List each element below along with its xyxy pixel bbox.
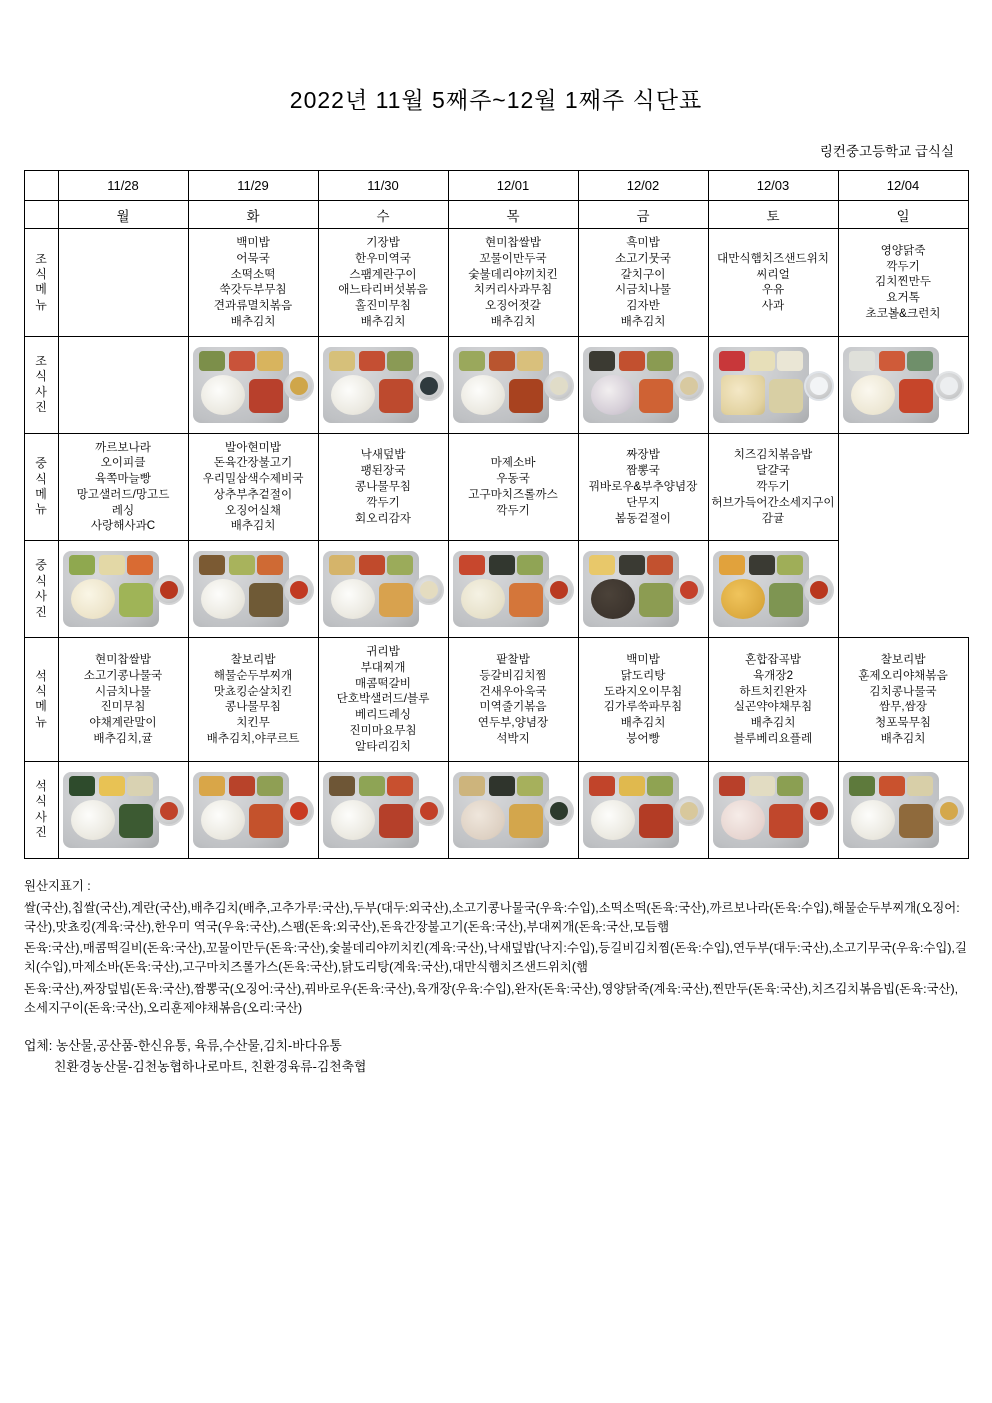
breakfast-menu-cell-4 — [578, 229, 708, 337]
menu-item: 현미찹쌀밥 — [485, 236, 541, 249]
row-label-char: 메 — [35, 282, 47, 297]
dinner-menu-cell-2 — [318, 638, 448, 761]
row-label-lunch-photo — [24, 541, 58, 638]
meal-photo — [841, 339, 966, 431]
food-tray-icon — [841, 341, 966, 429]
vendor-line-1: 업체: 농산물,공산품-한신유통, 육류,수산물,김치-바다유통 — [24, 1038, 342, 1054]
meal-photo — [711, 764, 836, 856]
meal-photo — [581, 543, 706, 635]
menu-item: 마제소바 — [490, 456, 536, 470]
menu-item: 쌈무,쌈장 — [878, 700, 928, 714]
menu-item: 야채계란말이 — [89, 716, 157, 730]
menu-item: 감귤 — [761, 511, 785, 525]
menu-item: 깍두기 — [886, 259, 920, 273]
food-tray-icon — [321, 545, 446, 633]
row-label-char: 진 — [35, 604, 47, 619]
menu-item: 실곤약야채무침 — [733, 700, 813, 714]
menu-item: 상추부추겉절이 — [213, 487, 293, 501]
menu-item: 알타리김치 — [355, 739, 411, 753]
dinner-menu-cell-1 — [188, 638, 318, 761]
lunch-photo-cell-1 — [188, 541, 318, 638]
row-label-dinner-photo — [24, 761, 58, 858]
weekday-header-0: 월 — [58, 201, 188, 229]
date-header-3: 12/01 — [448, 171, 578, 201]
menu-item: 진미무침 — [100, 700, 146, 714]
lunch-photo-cell-0 — [58, 541, 188, 638]
meal-photo — [191, 339, 316, 431]
row-label-char: 식 — [35, 471, 47, 486]
row-breakfast-menu — [24, 229, 968, 337]
breakfast-photo-cell-6 — [838, 336, 968, 433]
lunch-menu-cell-4 — [578, 433, 708, 541]
menu-item: 베리드레싱 — [355, 708, 411, 722]
menu-item: 레싱 — [111, 503, 135, 517]
menu-item: 배추김치 — [360, 314, 406, 328]
menu-item: 우유 — [761, 283, 785, 297]
row-label-char: 사 — [35, 809, 47, 824]
menu-item: 김가루쑥파무침 — [603, 700, 683, 714]
food-tray-icon — [711, 545, 836, 633]
date-header-1: 11/29 — [188, 171, 318, 201]
food-tray-icon — [191, 341, 316, 429]
menu-item: 대만식햄치즈샌드위치 — [717, 251, 829, 265]
date-header-5: 12/03 — [708, 171, 838, 201]
row-label-char: 메 — [35, 486, 47, 501]
row-label-char: 석 — [35, 668, 47, 683]
date-header-0: 11/28 — [58, 171, 188, 201]
menu-item: 블루베리요플레 — [733, 731, 813, 745]
dinner-photo-cell-0 — [58, 761, 188, 858]
row-breakfast-photo — [24, 336, 968, 433]
origin-heading: 원산지표기 : — [24, 878, 91, 893]
menu-item: 허브가득어간소세지구이 — [711, 495, 835, 509]
menu-item: 현미찹쌀밥 — [95, 653, 151, 667]
breakfast-photo-cell-0 — [58, 336, 188, 433]
lunch-menu-cell-3 — [448, 433, 578, 541]
menu-item: 치커리사과무침 — [473, 283, 553, 297]
menu-item: 팽된장국 — [360, 464, 406, 478]
menu-item: 꼬물이만두국 — [479, 251, 547, 265]
menu-item: 깍두기 — [496, 503, 530, 517]
menu-item: 달걀국 — [756, 464, 790, 478]
menu-item: 매콤떡갈비 — [355, 676, 411, 690]
menu-item: 시금치나물 — [615, 283, 671, 297]
meal-photo — [191, 543, 316, 635]
menu-item: 꿔바로우&부추양념장 — [588, 480, 698, 493]
menu-item: 발아현미밥 — [225, 440, 281, 454]
menu-item: 짬뽕국 — [626, 464, 660, 478]
corner-cell-2 — [24, 201, 58, 229]
menu-item: 육쪽마늘빵 — [95, 472, 151, 486]
meal-photo — [61, 543, 186, 635]
meal-photo — [191, 764, 316, 856]
menu-item: 봄동겉절이 — [615, 511, 671, 525]
row-label-breakfast-photo — [24, 336, 58, 433]
lunch-photo-cell-3 — [448, 541, 578, 638]
menu-item: 김치콩나물국 — [869, 684, 937, 698]
food-tray-icon — [451, 766, 576, 854]
dinner-photo-cell-2 — [318, 761, 448, 858]
meal-photo — [321, 543, 446, 635]
weekday-header-4: 금 — [578, 201, 708, 229]
menu-item: 연두부,양념장 — [477, 716, 549, 730]
lunch-menu-cell-2 — [318, 433, 448, 541]
menu-item: 청포묵무침 — [875, 716, 931, 730]
menu-item: 배추김치 — [750, 716, 796, 730]
weekday-header-2: 수 — [318, 201, 448, 229]
menu-item: 오징어젓갈 — [485, 299, 541, 313]
menu-item: 숯불데리야끼치킨 — [468, 267, 558, 281]
row-label-breakfast-menu — [24, 229, 58, 337]
breakfast-photo-cell-5 — [708, 336, 838, 433]
menu-item: 단무지 — [626, 495, 660, 509]
menu-item: 영양닭죽 — [880, 243, 926, 257]
dinner-menu-cell-4 — [578, 638, 708, 761]
breakfast-menu-cell-1 — [188, 229, 318, 337]
meal-photo — [581, 764, 706, 856]
menu-item: 찰보리밥 — [880, 653, 926, 667]
dinner-photo-cell-6 — [838, 761, 968, 858]
row-label-char: 진 — [35, 399, 47, 414]
breakfast-menu-cell-5 — [708, 229, 838, 337]
menu-item: 귀리밥 — [366, 645, 400, 659]
page-title: 2022년 11월 5째주~12월 1째주 식단표 — [289, 87, 703, 113]
menu-item: 배추김치 — [880, 731, 926, 745]
dinner-photo-cell-4 — [578, 761, 708, 858]
menu-item: 치킨무 — [236, 716, 270, 730]
menu-item: 우동국 — [496, 472, 530, 486]
row-label-char: 식 — [35, 684, 47, 698]
origin-notice — [24, 877, 968, 1019]
dinner-photo-cell-1 — [188, 761, 318, 858]
menu-item: 까르보나라 — [95, 440, 151, 454]
row-label-char: 중 — [35, 558, 47, 573]
date-header-6: 12/04 — [838, 171, 968, 201]
row-label-char: 식 — [35, 794, 47, 809]
weekday-header-3: 목 — [448, 201, 578, 229]
food-tray-icon — [711, 341, 836, 429]
menu-item: 한우미역국 — [355, 251, 411, 265]
menu-item: 등갈비김치찜 — [479, 668, 547, 682]
breakfast-photo-cell-4 — [578, 336, 708, 433]
menu-item: 망고샐러드/망고드 — [76, 487, 170, 501]
row-dinner-photo — [24, 761, 968, 858]
menu-item: 콩나물무침 — [225, 700, 281, 714]
row-lunch-photo — [24, 541, 968, 638]
menu-item: 진미마요무침 — [349, 724, 417, 738]
menu-item: 김치찐만두 — [875, 275, 931, 289]
row-label-char: 뉴 — [35, 297, 47, 312]
meal-photo — [451, 764, 576, 856]
menu-item: 견과류멸치볶음 — [213, 299, 293, 313]
dinner-menu-cell-5 — [708, 638, 838, 761]
menu-item: 혼합잡곡밥 — [745, 653, 801, 667]
menu-item: 흑미밥 — [626, 236, 660, 249]
menu-item: 애느타리버섯볶음 — [338, 283, 428, 297]
menu-item: 치즈김치볶음밥 — [733, 448, 813, 462]
menu-item: 배추김치 — [230, 314, 276, 328]
dinner-menu-cell-0 — [58, 638, 188, 761]
breakfast-photo-cell-3 — [448, 336, 578, 433]
meal-photo — [711, 339, 836, 431]
meal-photo — [711, 543, 836, 635]
food-tray-icon — [191, 545, 316, 633]
breakfast-menu-cell-6 — [838, 229, 968, 337]
menu-item: 훈제오리야채볶음 — [858, 668, 948, 682]
vendor-line-2: 친환경농산물-김천농협하나로마트, 친환경육류-김천축협 — [54, 1058, 367, 1074]
menu-item: 돈육간장불고기 — [213, 456, 293, 470]
weekday-header-6: 일 — [838, 201, 968, 229]
row-label-char: 식 — [35, 369, 47, 384]
menu-item: 건새우아욱국 — [479, 684, 547, 698]
row-label-char: 석 — [35, 778, 47, 793]
menu-item: 스팸계란구이 — [349, 267, 417, 281]
row-label-char: 뉴 — [35, 714, 47, 729]
meal-plan-table — [24, 170, 969, 859]
origin-line-2: 돈육:국산),짜장덮빕(돈육:국산),짬뽕국(오징어:국산),꿔바로우(돈육:국산),육개장(우육:수입),완자(돈육:국산),영양닭죽(계육:국산),찐만두(돈육:국산),치즈김치볶음빕(돈육:국산),소세지구이(돈육:국산),오리훈제야채볶음(오리:국산) — [24, 981, 959, 1015]
menu-item: 시금치나물 — [95, 684, 151, 698]
menu-item: 배추김치 — [620, 314, 666, 328]
menu-item: 배추김치 — [620, 716, 666, 730]
food-tray-icon — [191, 766, 316, 854]
menu-item: 사랑해사과C — [90, 519, 156, 533]
menu-item: 해물순두부찌개 — [213, 668, 293, 682]
lunch-photo-cell-5 — [708, 541, 838, 638]
breakfast-photo-cell-2 — [318, 336, 448, 433]
row-label-char: 사 — [35, 589, 47, 604]
dinner-photo-cell-3 — [448, 761, 578, 858]
row-label-char: 사 — [35, 384, 47, 399]
row-label-char: 조 — [35, 251, 47, 266]
date-header-2: 11/30 — [318, 171, 448, 201]
breakfast-menu-cell-3 — [448, 229, 578, 337]
menu-item: 하트치킨완자 — [739, 684, 807, 698]
vendor-notice — [24, 1036, 968, 1077]
menu-item: 우리밀삼색수제비국 — [202, 472, 304, 486]
meal-photo — [581, 339, 706, 431]
menu-item: 배추김치 — [230, 519, 276, 533]
menu-item: 낙새덮밥 — [360, 448, 406, 462]
menu-item: 깍두기 — [366, 495, 400, 509]
meal-photo — [321, 339, 446, 431]
menu-item: 김자반 — [626, 299, 660, 313]
lunch-photo-cell-4 — [578, 541, 708, 638]
menu-item: 붕어빵 — [626, 731, 660, 745]
menu-item: 요거톡 — [886, 291, 920, 305]
lunch-menu-cell-0 — [58, 433, 188, 541]
row-lunch-menu — [24, 433, 968, 541]
menu-item: 미역줄기볶음 — [479, 700, 547, 714]
food-tray-icon — [451, 545, 576, 633]
menu-item: 닭도리탕 — [620, 668, 666, 682]
breakfast-menu-cell-2 — [318, 229, 448, 337]
row-label-char: 중 — [35, 456, 47, 471]
food-tray-icon — [581, 341, 706, 429]
menu-item: 초코볼&크런치 — [865, 306, 941, 320]
menu-item: 부대찌개 — [360, 660, 406, 674]
document-subtitle: 링컨중고등학교 급식실 — [819, 144, 954, 159]
lunch-photo-cell-2 — [318, 541, 448, 638]
row-label-char: 식 — [35, 573, 47, 588]
meal-photo — [451, 339, 576, 431]
row-label-char: 식 — [35, 266, 47, 281]
row-label-dinner-menu — [24, 638, 58, 761]
menu-item: 팥찰밥 — [496, 653, 530, 667]
menu-item: 기장밥 — [366, 236, 400, 249]
menu-item: 소고기뭇국 — [615, 251, 671, 265]
menu-item: 짜장밥 — [626, 448, 660, 462]
food-tray-icon — [711, 766, 836, 854]
menu-item: 백미밥 — [626, 653, 660, 667]
meal-photo — [321, 764, 446, 856]
date-header-4: 12/02 — [578, 171, 708, 201]
row-dinner-menu — [24, 638, 968, 761]
menu-item: 쑥갓두부무침 — [219, 283, 287, 297]
menu-item: 육개장2 — [752, 668, 794, 682]
menu-item: 소고기콩나물국 — [83, 668, 163, 682]
lunch-menu-cell-5 — [708, 433, 838, 541]
food-tray-icon — [61, 766, 186, 854]
row-label-char: 조 — [35, 353, 47, 368]
meal-photo — [451, 543, 576, 635]
meal-photo — [841, 764, 966, 856]
menu-item: 석박지 — [496, 731, 530, 745]
row-label-char: 뉴 — [35, 502, 47, 517]
row-label-char: 진 — [35, 824, 47, 839]
row-label-lunch-menu — [24, 433, 58, 541]
breakfast-menu-cell-0 — [58, 229, 188, 337]
food-tray-icon — [61, 545, 186, 633]
breakfast-photo-cell-1 — [188, 336, 318, 433]
dinner-photo-cell-5 — [708, 761, 838, 858]
menu-item: 회오리감자 — [355, 511, 411, 525]
row-label-char: 메 — [35, 699, 47, 714]
menu-item: 사과 — [761, 299, 785, 313]
food-tray-icon — [321, 341, 446, 429]
food-tray-icon — [581, 766, 706, 854]
menu-item: 오징어실채 — [225, 503, 281, 517]
menu-item: 도라지오이무침 — [603, 684, 683, 698]
menu-item: 오이피클 — [100, 456, 146, 470]
menu-item: 백미밥 — [236, 236, 270, 249]
menu-item: 찰보리밥 — [230, 653, 276, 667]
meal-photo — [61, 764, 186, 856]
menu-item: 어묵국 — [236, 251, 270, 265]
menu-item: 배추김치 — [490, 314, 536, 328]
dinner-menu-cell-3 — [448, 638, 578, 761]
menu-item: 콩나물무침 — [355, 480, 411, 493]
origin-line-0: 쌀(국산),칩쌀(국산),계란(국산),배추김치(배추,고추가루:국산),두부(대두:외국산),소고기콩나물국(우육:수입),소떡소떡(돈육:국산),까르보나라(돈육:수입),해물순두부찌개(오징어:국산),맛쵸킹(계육:국산),한우미 역국(우육:국산),스팸(돈육:외국산),돈육간장불고기(돈육:국산),부대찌개(돈육:국산,모듬햄 — [24, 900, 960, 934]
table-header-dates — [24, 171, 968, 201]
corner-cell — [24, 171, 58, 201]
food-tray-icon — [581, 545, 706, 633]
menu-item: 씨리얼 — [756, 267, 790, 281]
origin-line-1: 돈육:국산),매콤떡길비(돈육:국산),꼬물이만두(돈육:국산),숯불데리야끼치킨(계육:국산),낙새덮밥(낙지:수입),등길비김치찜(돈육:수입),연두부(대두:국산),소고기무국(우육:수입),길치(수입),마제소바(돈육:국산),고구마치즈롤가스(돈육:국산),닭도리탕(계육:국산),대만식햄치즈샌드위치(햄 — [24, 941, 967, 975]
menu-item: 고구마치즈롤까스 — [468, 487, 558, 501]
weekday-header-1: 화 — [188, 201, 318, 229]
menu-item: 갈치구이 — [620, 267, 666, 281]
lunch-menu-cell-1 — [188, 433, 318, 541]
dinner-menu-cell-6 — [838, 638, 968, 761]
menu-item: 맛쵸킹순살치킨 — [213, 684, 293, 698]
food-tray-icon — [321, 766, 446, 854]
menu-item: 단호박샐러드/블루 — [336, 692, 430, 706]
menu-item: 배추김치,귤 — [93, 731, 153, 745]
weekday-header-5: 토 — [708, 201, 838, 229]
menu-item: 배추김치,야쿠르트 — [206, 731, 300, 745]
menu-item: 홀진미무침 — [355, 299, 411, 313]
food-tray-icon — [841, 766, 966, 854]
table-header-weekdays — [24, 201, 968, 229]
menu-item: 소떡소떡 — [230, 267, 276, 281]
food-tray-icon — [451, 341, 576, 429]
menu-item: 깍두기 — [756, 480, 790, 493]
